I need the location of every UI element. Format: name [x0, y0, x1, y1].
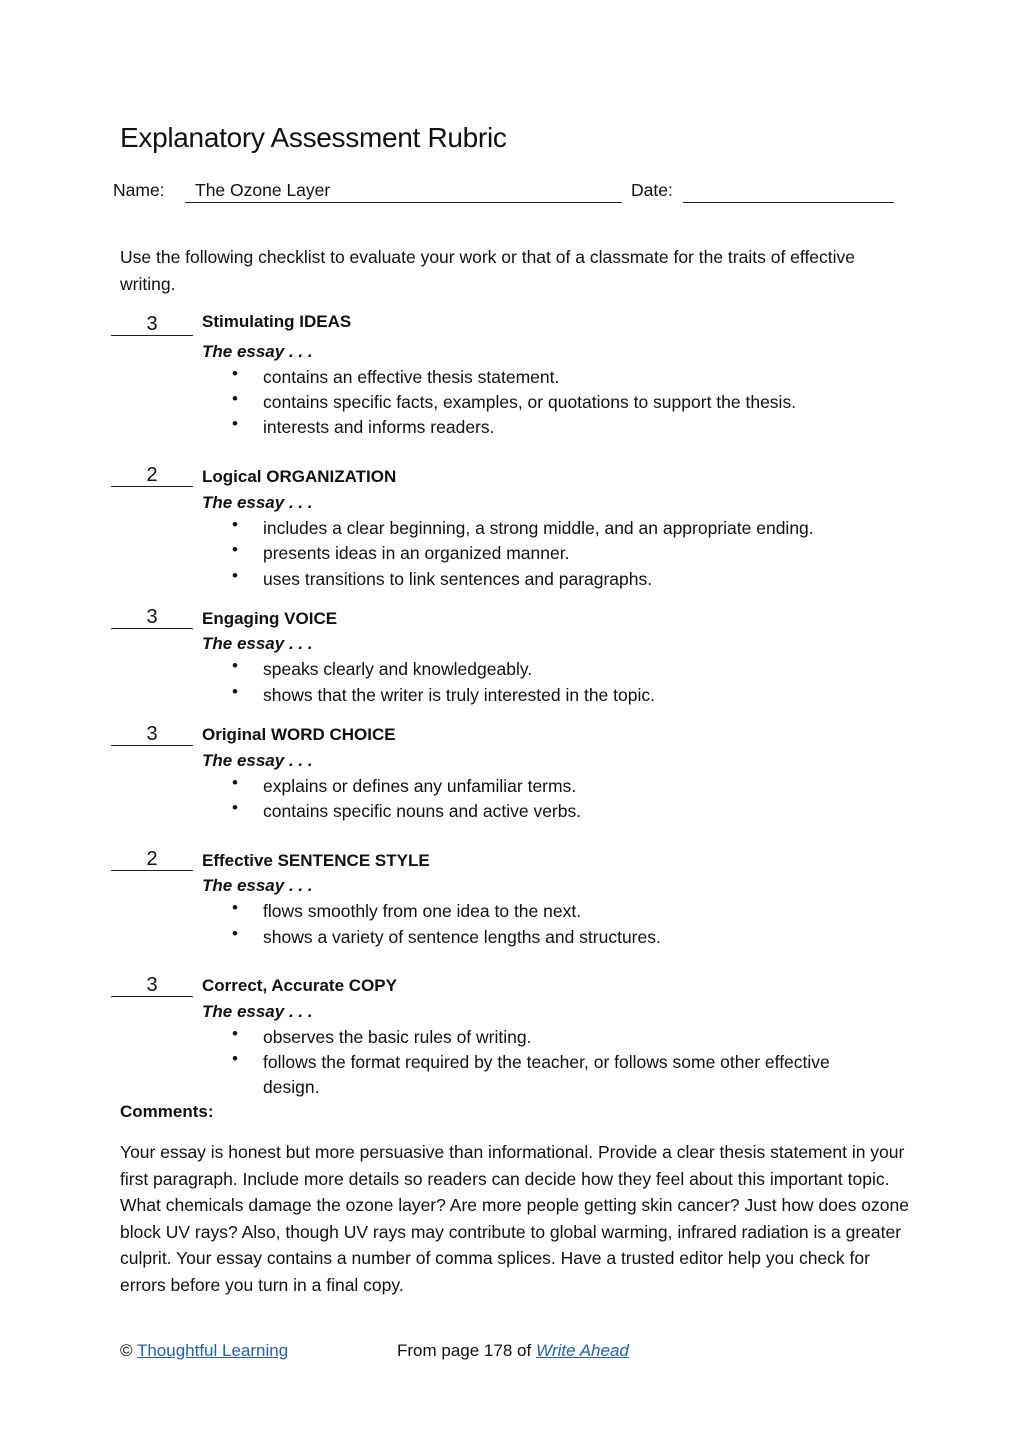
criterion-item: interests and informs readers.	[263, 417, 495, 437]
bullet-icon: •	[232, 1024, 238, 1043]
bullet-icon: •	[232, 364, 238, 383]
publisher-link[interactable]: Thoughtful Learning	[136, 1341, 289, 1360]
date-label: Date:	[631, 180, 673, 200]
name-field[interactable]	[185, 180, 622, 203]
criterion-item: speaks clearly and knowledgeably.	[263, 659, 533, 679]
section-heading-word-choice: Original WORD CHOICE	[202, 725, 396, 744]
name-value: The Ozone Layer	[195, 180, 331, 200]
criterion-item: observes the basic rules of writing.	[263, 1027, 532, 1047]
section-heading-voice: Engaging VOICE	[202, 609, 338, 628]
criterion-item: shows a variety of sentence lengths and structures.	[263, 927, 661, 947]
footer-source	[397, 1341, 629, 1361]
footer-copyright	[120, 1341, 288, 1361]
section-heading-copy: Correct, Accurate COPY	[202, 976, 397, 995]
name-label: Name:	[113, 180, 165, 200]
section-heading-organization: Logical ORGANIZATION	[202, 467, 397, 486]
date-field[interactable]	[683, 180, 894, 203]
essay-label: The essay . . .	[202, 634, 313, 653]
bullet-icon: •	[232, 682, 238, 701]
criterion-item: contains an effective thesis statement.	[263, 367, 560, 387]
score-field-ideas[interactable]: 3	[111, 313, 193, 336]
section-heading-sentence-style: Effective SENTENCE STYLE	[202, 851, 430, 870]
bullet-icon: •	[232, 540, 238, 559]
bullet-icon: •	[232, 656, 238, 675]
bullet-icon: •	[232, 773, 238, 792]
book-link[interactable]: Write Ahead	[535, 1341, 629, 1360]
bullet-icon: •	[232, 798, 238, 817]
criterion-item: follows the format required by the teacher, or follows some other effective design.	[263, 1052, 830, 1097]
essay-label: The essay . . .	[202, 876, 313, 895]
criterion-item: flows smoothly from one idea to the next.	[263, 901, 582, 921]
bullet-icon: •	[232, 515, 238, 534]
score-field-sentence-style[interactable]: 2	[111, 848, 193, 871]
bullet-icon: •	[232, 414, 238, 433]
page-title: Explanatory Assessment Rubric	[120, 122, 507, 153]
bullet-icon: •	[232, 389, 238, 408]
bullet-icon: •	[232, 924, 238, 943]
essay-label: The essay . . .	[202, 493, 313, 512]
section-heading-ideas: Stimulating IDEAS	[202, 312, 352, 331]
essay-label: The essay . . .	[202, 1002, 313, 1021]
criterion-item: contains specific facts, examples, or quotations to support the thesis.	[263, 392, 797, 412]
score-field-word-choice[interactable]: 3	[111, 723, 193, 746]
criterion-item: includes a clear beginning, a strong middle, and an appropriate ending.	[263, 518, 814, 538]
comments-heading: Comments:	[120, 1102, 214, 1121]
criterion-item: presents ideas in an organized manner.	[263, 543, 570, 563]
criterion-item: shows that the writer is truly interested in the topic.	[263, 685, 655, 705]
bullet-icon: •	[232, 1049, 238, 1068]
copyright-symbol: ©	[120, 1341, 133, 1360]
score-field-voice[interactable]: 3	[111, 606, 193, 629]
essay-label: The essay . . .	[202, 342, 313, 361]
intro-text: Use the following checklist to evaluate your work or that of a classmate for the traits of effective writing.	[120, 247, 856, 294]
bullet-icon: •	[232, 566, 238, 585]
bullet-icon: •	[232, 898, 238, 917]
source-prefix: From page 178 of	[397, 1341, 532, 1360]
criterion-item: uses transitions to link sentences and paragraphs.	[263, 569, 653, 589]
score-field-copy[interactable]: 3	[111, 974, 193, 997]
comments-text: Your essay is honest but more persuasive than informational. Provide a clear thesis statement in your first paragraph. Include more details so readers can decide how they feel about this important topic. What chemicals damage the ozone layer? Are more people getting skin cancer? Just how does ozone block UV rays? Also, though UV rays may contribute to global warming, infrared radiation is a greater culprit. Your essay contains a number of comma splices. Have a trusted editor help you check for errors before you turn in a final copy.	[120, 1142, 909, 1295]
criterion-item: contains specific nouns and active verbs.	[263, 801, 582, 821]
score-field-organization[interactable]: 2	[111, 464, 193, 487]
criterion-item: explains or defines any unfamiliar terms.	[263, 776, 577, 796]
essay-label: The essay . . .	[202, 751, 313, 770]
